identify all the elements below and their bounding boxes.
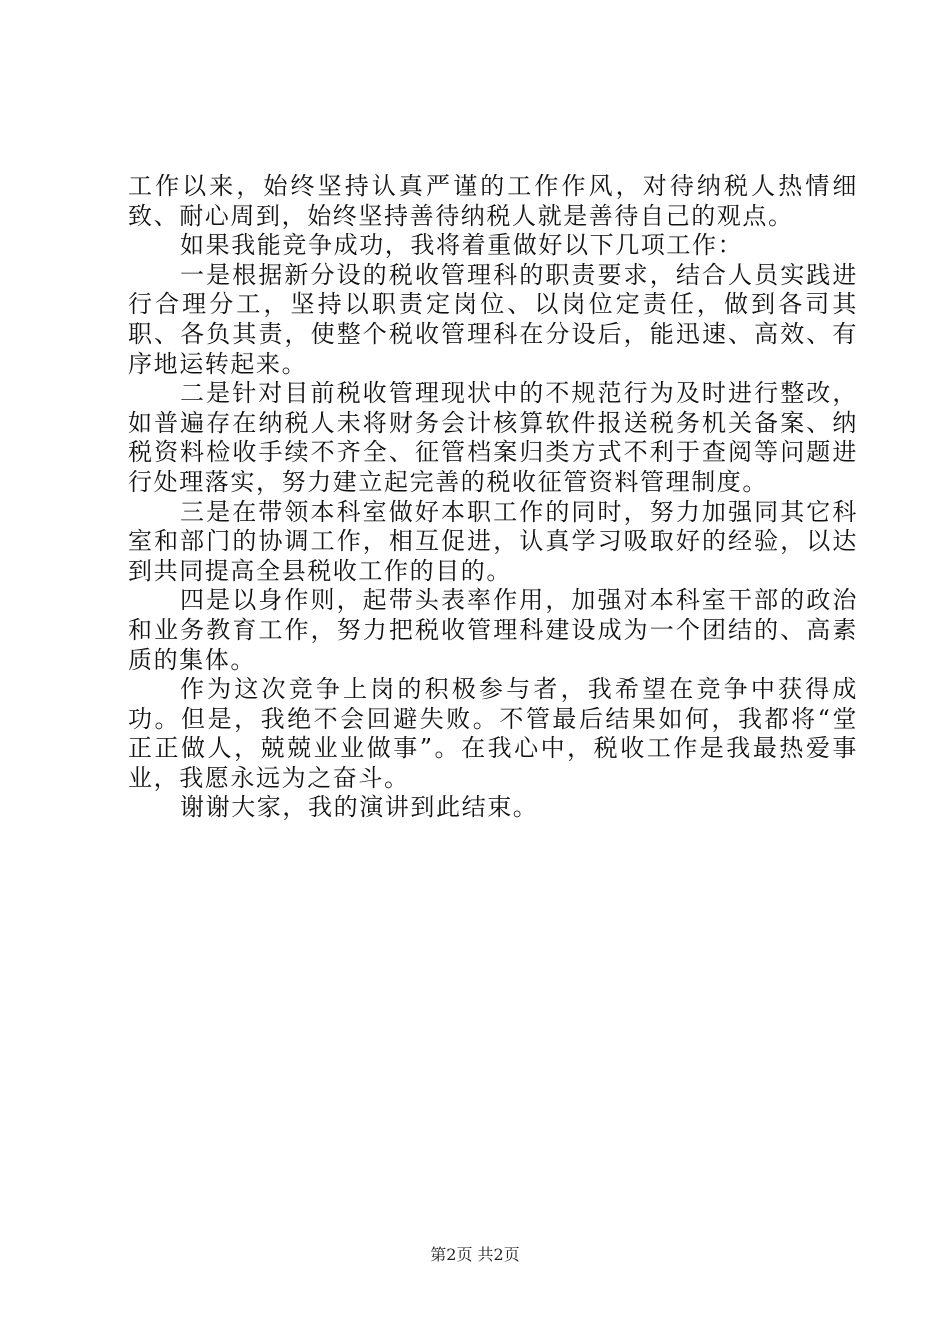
paragraph-8: 谢谢大家，我的演讲到此结束。 (180, 793, 539, 822)
paragraph-5: 三是在带领本科室做好本职工作的同时，努力加强同其它科室和部门的协调工作，相互促进，认真学习吸取好的经验，以达到共同提高全县税收工作的目的。 (128, 497, 858, 585)
document-body (128, 172, 858, 823)
paragraph-2: 如果我能竞争成功，我将着重做好以下几项工作： (180, 231, 744, 260)
paragraph-1: 工作以来，始终坚持认真严谨的工作作风，对待纳税人热情细致、耐心周到，始终坚持善待纳税人就是善待自己的观点。 (128, 172, 858, 230)
page-footer: 第2页 共2页 (430, 1245, 520, 1264)
paragraph-4: 二是针对目前税收管理现状中的不规范行为及时进行整改，如普遍存在纳税人未将财务会计核算软件报送税务机关备案、纳税资料检收手续不齐全、征管档案归类方式不利于查阅等问题进行处理落实，努力建立起完善的税收征管资料管理制度。 (128, 379, 858, 496)
paragraph-7: 作为这次竞争上岗的积极参与者，我希望在竞争中获得成功。但是，我绝不会回避失败。不管最后结果如何，我都将“堂正正做人，兢兢业业做事”。在我心中，税收工作是我最热爱事业，我愿永远为之奋斗。 (128, 675, 858, 792)
paragraph-3: 一是根据新分设的税收管理科的职责要求，结合人员实践进行合理分工，坚持以职责定岗位、以岗位定责任，做到各司其职、各负其责，使整个税收管理科在分设后，能迅速、高效、有序地运转起来。 (128, 260, 858, 378)
paragraph-6: 四是以身作则，起带头表率作用，加强对本科室干部的政治和业务教育工作，努力把税收管理科建设成为一个团结的、高素质的集体。 (128, 586, 858, 674)
